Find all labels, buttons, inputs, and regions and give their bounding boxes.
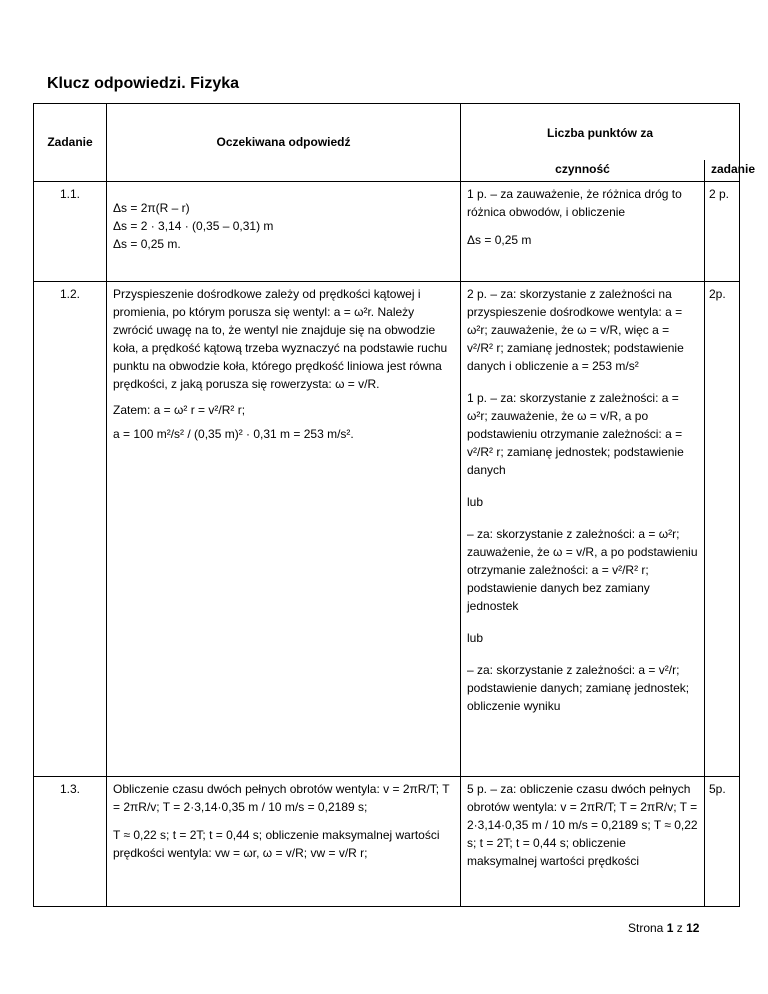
task-number: 1.3.	[34, 776, 107, 906]
points-total: 2p.	[705, 281, 740, 776]
points-text: – za: skorzystanie z zależności: a = v²/r; podstawienie danych; zamianę jednostek; obliczenie wyniku	[467, 662, 690, 713]
points-text: Δs = 0,25 m	[467, 232, 532, 247]
header-zadanie-pts: zadanie	[705, 160, 740, 182]
table-row	[34, 181, 740, 281]
task-number: 1.1.	[34, 181, 107, 281]
points-text: 2 p. – za: skorzystanie z zależności na przyspieszenie dośrodkowe wentyla: a = ω²r; zauważenie, że ω = v/R, więc a = v²/R² r; zamianę jednostek; podstawienie danych i obliczenie a = 253 m/s²	[467, 286, 684, 373]
points-text: – za: skorzystanie z zależności: a = ω²r; zauważenie, że ω = v/R, a po podstawieniu otrzymanie zależności: a = v²/R² r; podstawienie danych bez zamiany jednostek	[467, 526, 698, 613]
footer-page-number: 1	[666, 921, 674, 935]
answer-text: Przyspieszenie dośrodkowe zależy od prędkości kątowej i promienia, po którym porusza się wentyl: a = ω²r. Należy zwrócić uwagę na to, że wentyl nie znajduje się na obwodzie koła, a prędkość kątową trzeba wyznaczyć na podstawie ruchu punktu na obwodzie koła, którego prędkość liniowa jest równa prędkości, z jaką porusza się rowerzysta: ω = v/R.	[113, 286, 448, 391]
footer-prefix: Strona	[628, 921, 667, 935]
answer-line: Δs = 2π(R – r)	[113, 200, 190, 215]
answer-line: Δs = 0,25 m.	[113, 236, 181, 251]
expected-answer	[107, 281, 461, 776]
or-separator: lub	[467, 494, 484, 509]
points-total: 5p.	[705, 776, 740, 906]
page-title: Klucz odpowiedzi. Fizyka	[47, 75, 240, 92]
table-row	[34, 776, 740, 906]
answer-calc: a = 100 m²/s² / (0,35 m)² · 0,31 m = 253 m/s².	[113, 426, 354, 441]
points-text: 1 p. – za zauważenie, że różnica dróg to różnica obwodów, i obliczenie	[467, 186, 682, 219]
answer-text: T ≈ 0,22 s; t = 2T; t = 0,44 s; obliczenie maksymalnej wartości prędkości wentyla: vw = ωr, ω = v/R; vw = v/R r;	[113, 827, 440, 860]
header-odpowiedz: Oczekiwana odpowiedź	[107, 104, 461, 182]
footer-mid: z	[673, 921, 687, 935]
footer-page-total: 12	[686, 921, 700, 935]
or-separator: lub	[467, 630, 484, 645]
expected-answer	[107, 181, 461, 281]
answer-text: Obliczenie czasu dwóch pełnych obrotów wentyla: v = 2πR/T; T = 2πR/v; T = 2·3,14·0,35 m / 10 m/s = 0,2189 s;	[113, 781, 450, 814]
table-row	[34, 281, 740, 776]
answer-zatem: Zatem: a = ω² r = v²/R² r;	[113, 402, 246, 417]
points-activity	[461, 281, 705, 776]
expected-answer	[107, 776, 461, 906]
points-total: 2 p.	[705, 181, 740, 281]
header-czynnosc: czynność	[461, 160, 705, 182]
answer-line: Δs = 2 · 3,14 · (0,35 – 0,31) m	[113, 218, 274, 233]
answer-key-table	[33, 103, 756, 907]
page-footer	[628, 921, 699, 935]
points-text: 5 p. – za: obliczenie czasu dwóch pełnych obrotów wentyla: v = 2πR/T; T = 2πR/v; T = 2·3,14·0,35 m / 10 m/s = 0,2189 s; T ≈ 0,22 s; t = 2T; t = 0,44 s; obliczenie maksymalnej wartości prędkości	[467, 781, 698, 868]
header-punkty: Liczba punktów za	[461, 104, 740, 160]
task-number: 1.2.	[34, 281, 107, 776]
points-text: 1 p. – za: skorzystanie z zależności: a = ω²r; zauważenie, że ω = v/R, a po podstawieniu otrzymanie zależności: a = v²/R² r; zamianę jednostek; podstawienie danych	[467, 390, 684, 477]
points-activity	[461, 181, 705, 281]
header-zadanie: Zadanie	[34, 104, 107, 182]
points-activity	[461, 776, 705, 906]
